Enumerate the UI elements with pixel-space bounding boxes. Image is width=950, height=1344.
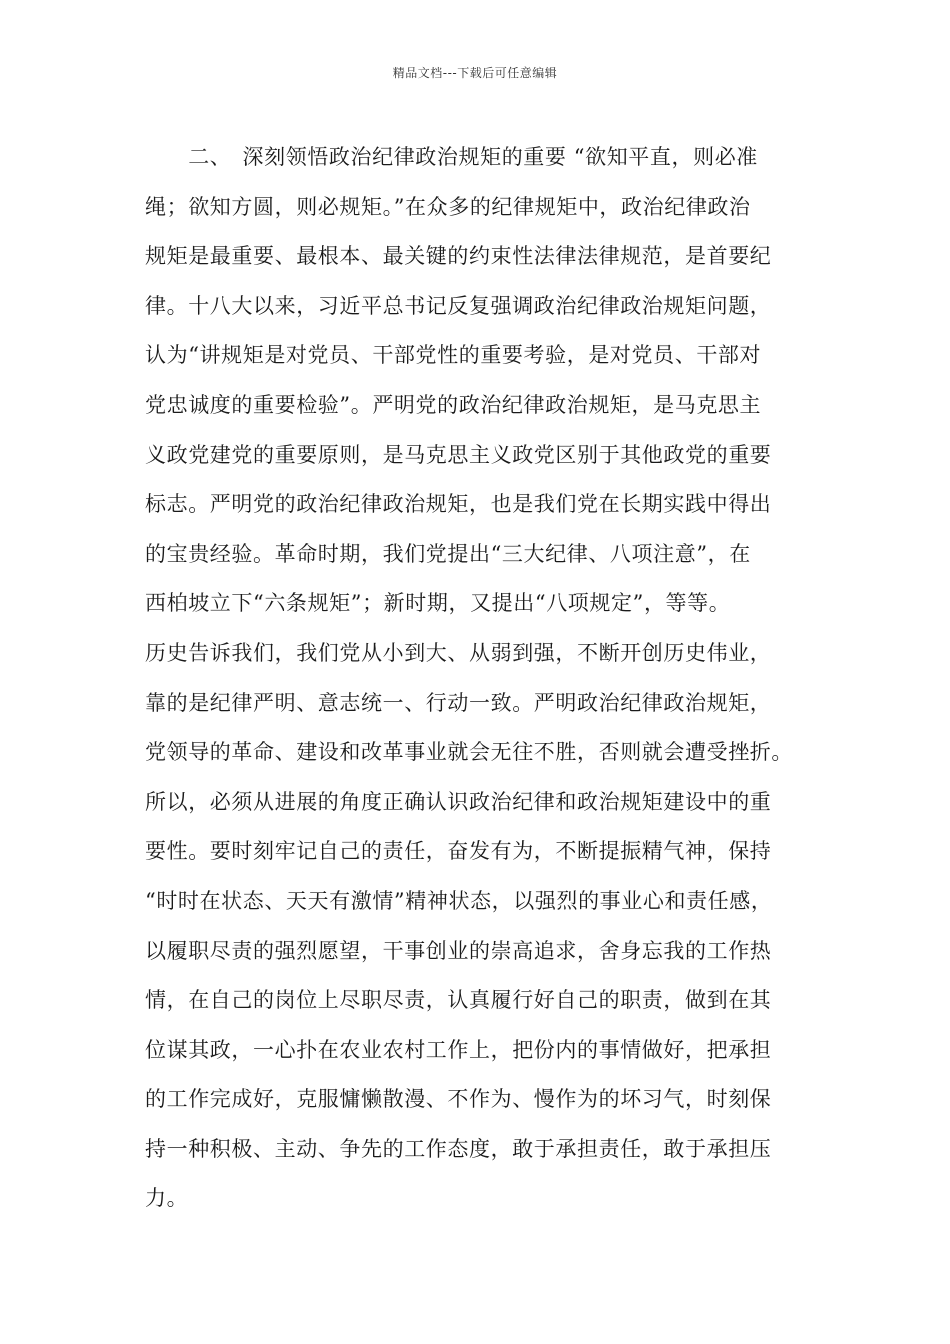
paragraph-line: 律。十八大以来，习近平总书记反复强调政治纪律政治规矩问题， <box>145 293 772 318</box>
paragraph-line: 标志。严明党的政治纪律政治规矩，也是我们党在长期实践中得出 <box>145 492 772 517</box>
paragraph-line: 力。 <box>145 1186 189 1211</box>
paragraph-line: 要性。要时刻牢记自己的责任，奋发有为，不断提振精气神，保持 <box>145 839 772 864</box>
paragraph-line: 的工作完成好，克服慵懒散漫、不作为、慢作为的坏习气，时刻保 <box>145 1087 772 1112</box>
paragraph-line: 义政党建党的重要原则，是马克思主义政党区别于其他政党的重要 <box>145 442 772 467</box>
paragraph-line: 情，在自己的岗位上尽职尽责，认真履行好自己的职责，做到在其 <box>145 988 772 1013</box>
paragraph-line: 规矩是最重要、最根本、最关键的约束性法律法律规范，是首要纪 <box>145 244 772 269</box>
paragraph-line: 以履职尽责的强烈愿望，干事创业的崇高追求，舍身忘我的工作热 <box>145 938 772 963</box>
paragraph-line: 党领导的革命、建设和改革事业就会无往不胜，否则就会遭受挫折。 <box>145 740 793 765</box>
paragraph-line: “时时在状态、天天有激情”精神状态，以强烈的事业心和责任感， <box>145 888 773 913</box>
paragraph-line: 认为“讲规矩是对党员、干部党性的重要考验，是对党员、干部对 <box>145 343 762 368</box>
paragraph-line: 靠的是纪律严明、意志统一、行动一致。严明政治纪律政治规矩， <box>145 690 772 715</box>
paragraph-line: 所以，必须从进展的角度正确认识政治纪律和政治规矩建设中的重 <box>145 789 772 814</box>
paragraph-line: 持一种积极、主动、争先的工作态度，敢于承担责任，敢于承担压 <box>145 1136 772 1161</box>
paragraph-line: 的宝贵经验。革命时期，我们党提出“三大纪律、八项注意”，在 <box>145 541 751 566</box>
paragraph-line: 二、 深刻领悟政治纪律政治规矩的重要 “欲知平直，则必准 <box>145 145 758 169</box>
paragraph-line: 绳；欲知方圆，则必规矩。”在众多的纪律规矩中，政治纪律政治 <box>145 194 751 219</box>
paragraph-line: 位谋其政，一心扑在农业农村工作上，把份内的事情做好，把承担 <box>145 1037 772 1062</box>
paragraph-line: 西柏坡立下“六条规矩”；新时期，又提出“八项规定”，等等。 <box>145 591 731 616</box>
paragraph-line: 历史告诉我们，我们党从小到大、从弱到强，不断开创历史伟业， <box>145 640 772 665</box>
paragraph-line: 党忠诚度的重要检验”。严明党的政治纪律政治规矩，是马克思主 <box>145 392 762 417</box>
body-paragraph <box>145 133 825 1224</box>
page-header: 精品文档---下载后可任意编辑 <box>392 66 558 80</box>
